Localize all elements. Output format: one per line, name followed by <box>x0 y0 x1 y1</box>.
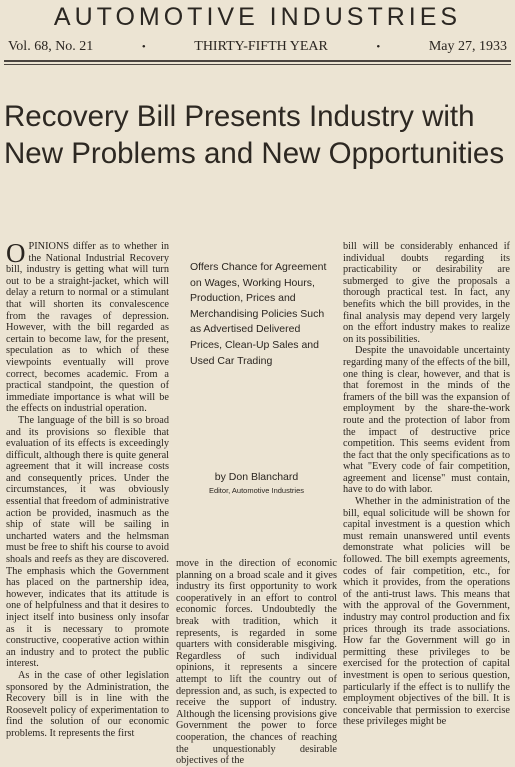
headline-line-2: New Problems and New Opportunities <box>4 137 505 170</box>
byline <box>176 470 337 496</box>
masthead-title: AUTOMOTIVE INDUSTRIES <box>53 3 462 31</box>
paragraph: OPINIONS differ as to whether in the National Industrial Recovery bill, industry is getting what will turn out to be a straight-jacket, which will delay a return to normal or a stimulant that will shorten its convalescence from the ravages of depression. However, with the bill regarded as certain to become law, for the present, speculation as to which of these viewpoints eventually will prove correct, becomes academic. From a practical standpoint, the question of immediate importance is what will be the effects on industrial operation. <box>6 238 169 415</box>
paragraph: Whether in the administration of the bill, equal solicitude will be shown for capital investment is a question which must remain unanswered until events demonstrate what policies will be followed. The bill exempts agreements, codes of fair competition, etc., for which it provides, from the operations of the anti-trust laws. This means that with the approval of the Government, industry may control production and fix prices through its trade associations. How far the Government will go in permitting these privileges to be exercised for the protection of capital investment is open to serious question, particularly if the effect is to nullify the employment objectives of the bill. It is conceivable that permission to exercise these privileges might be <box>343 496 510 728</box>
author-name: by Don Blanchard <box>214 471 299 483</box>
publication-year: THIRTY-FIFTH YEAR <box>194 39 328 54</box>
headline-line-1: Recovery Bill Presents Industry with <box>4 100 475 133</box>
bullet-separator: • <box>376 41 381 53</box>
paragraph: As in the case of other legislation sponsored by the Administration, the Recovery bill is in line with the Roosevelt policy of experimentation to find the solution of our economic problems. It represents the first <box>6 669 169 739</box>
paragraph: bill will be considerably enhanced if individual doubts regarding its practicability or desirability are submerged to give the proposals a thorough practical test. In fact, any benefits which the bill provides, in the final analysis may depend very largely on the effort industry makes to realize on its possibilities. <box>343 241 510 345</box>
paragraph: The language of the bill is so broad and its provisions so flexible that evaluation of its effects is exceedingly difficult, although there is quite general agreement that it will increase costs and consequently prices. Under the circumstances, it was obviously essential that freedom of administrative action be provided, inasmuch as the ship of state will be sailing in uncharted waters and the helmsman must be free to shift his course to avoid shoals and reefs as they are discovered. The emphasis which the Government has placed on the partnership idea, however, indicates that its attitude is one of helpfulness and that it desires to inject itself into business only insofar as it is necessary to promote constructive, cooperative action within an industry and to protect the public interest. <box>6 414 169 670</box>
article-column-3 <box>343 241 510 728</box>
issue-info-bar <box>8 38 507 56</box>
header-rule-bottom <box>4 64 511 65</box>
issue-date: May 27, 1933 <box>428 39 507 54</box>
volume-number: Vol. 68, No. 21 <box>8 39 94 54</box>
drop-cap: O <box>6 238 26 268</box>
article-column-1 <box>6 238 169 740</box>
author-role: Editor, Automotive Industries <box>208 486 305 495</box>
header-rule-top <box>4 60 511 62</box>
article-column-2 <box>176 558 337 767</box>
paragraph: Despite the unavoidable uncertainty regarding many of the effects of the bill, one thing is clear, however, and that is that foremost in the minds of the framers of the bill was the expansion of employment by the share-the-work route and the protection of labor from the impact of destructive price competition. This seems evident from the fact that the only specifications as to what "Every code of fair competition, agreement and license" must contain, have to do with labor. <box>343 345 510 496</box>
bullet-separator: • <box>141 41 146 53</box>
paragraph: move in the direction of economic planning on a broad scale and it gives industry its first opportunity to work cooperatively in an effort to control economic forces. Undoubtedly the break with tradition, which it represents, is regarded in some quarters with considerable misgiving. Regardless of such individual opinions, it represents a sincere attempt to lift the country out of depression and, as such, is expected to receive the support of industry. Although the licensing provisions give Government the power to force cooperation, the chances of reaching the unquestionably desirable objectives of the <box>176 558 337 767</box>
article-headline <box>4 98 515 172</box>
article-deck: Offers Chance for Agreement on Wages, Working Hours, Production, Prices and Merchandising Policies Such as Advertised Delivered Prices, Clean-Up Sales and Used Car Trading <box>190 261 327 367</box>
